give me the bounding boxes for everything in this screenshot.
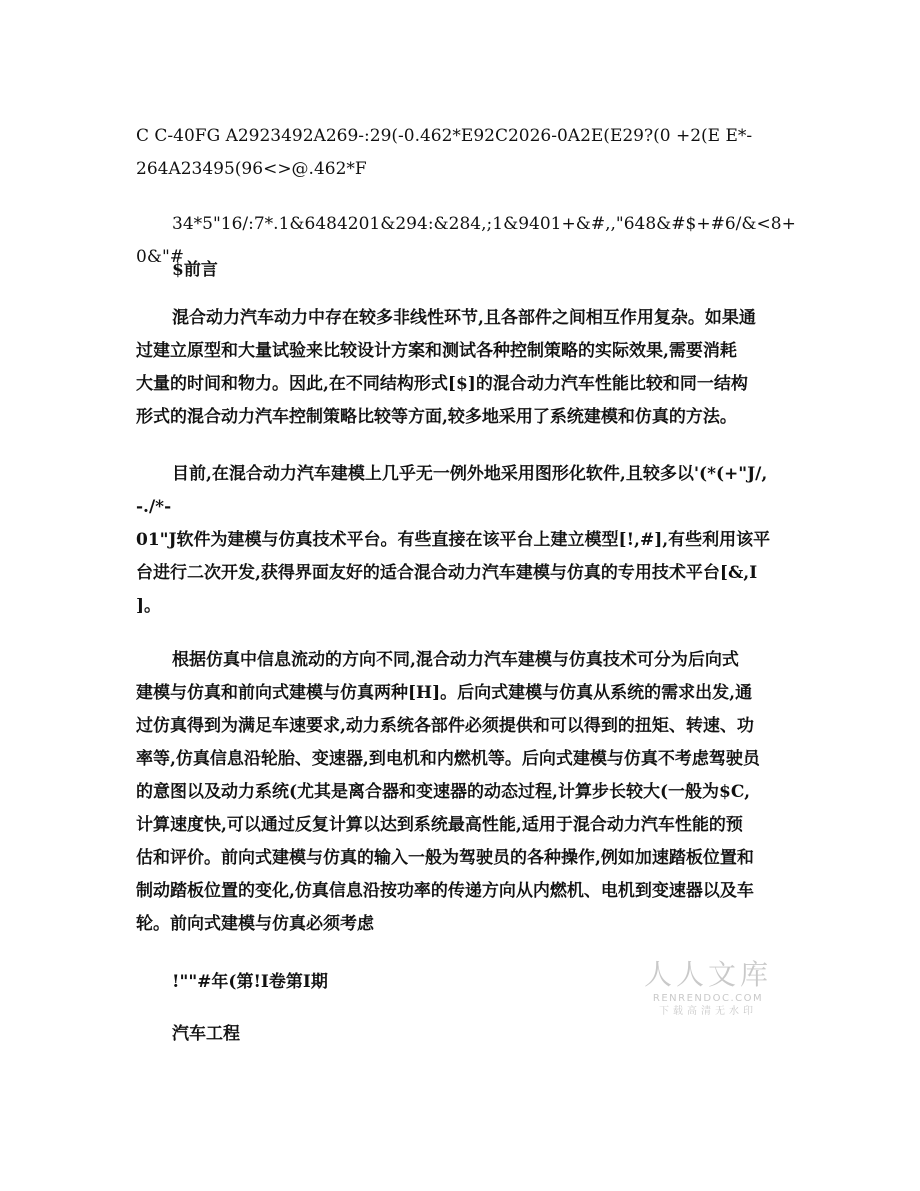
paragraph-line: 估和评价。前向式建模与仿真的输入一般为驾驶员的各种操作,例如加速踏板位置和	[136, 848, 754, 868]
paragraph-line: 计算速度快,可以通过反复计算以达到系统最高性能,适用于混合动力汽车性能的预	[136, 815, 743, 835]
paragraph-line: 轮。前向式建模与仿真必须考虑	[136, 914, 374, 934]
paragraph-simulation-methods	[136, 644, 796, 941]
section-title: $前言	[172, 260, 218, 280]
paragraph-line: 目前,在混合动力汽车建模上几乎无一例外地采用图形化软件,且较多以'(*(+"J/,	[172, 464, 768, 484]
footer-issue: !""#年(第!I卷第I期	[172, 972, 328, 992]
watermark-slogan: 下载高清无水印	[659, 1006, 757, 1017]
paragraph-line: 01"J软件为建模与仿真技术平台。有些直接在该平台上建立模型[!,#],有些利用该平	[136, 530, 771, 550]
paragraph-line: 过仿真得到为满足车速要求,动力系统各部件必须提供和可以得到的扭矩、转速、功	[136, 716, 754, 736]
paragraph-line: 根据仿真中信息流动的方向不同,混合动力汽车建模与仿真技术可分为后向式	[172, 650, 739, 670]
paragraph-line: 建模与仿真和前向式建模与仿真两种[H]。后向式建模与仿真从系统的需求出发,通	[136, 683, 753, 703]
garbled-header-line: 264A23495(96<>@.462*F	[136, 159, 367, 179]
garbled-header	[136, 120, 796, 186]
paragraph-line: 台进行二次开发,获得界面友好的适合混合动力汽车建模与仿真的专用技术平台[&,I	[136, 563, 758, 583]
watermark-logo	[640, 958, 776, 1019]
paragraph-line: 混合动力汽车动力中存在较多非线性环节,且各部件之间相互作用复杂。如果通	[172, 308, 756, 328]
paragraph-line: 过建立原型和大量试验来比较设计方案和测试各种控制策略的实际效果,需要消耗	[136, 341, 737, 361]
paragraph-intro	[136, 302, 796, 434]
paragraph-line: 率等,仿真信息沿轮胎、变速器,到电机和内燃机等。后向式建模与仿真不考虑驾驶员	[136, 749, 760, 769]
paragraph-line: 制动踏板位置的变化,仿真信息沿按功率的传递方向从内燃机、电机到变速器以及车	[136, 881, 754, 901]
watermark-domain: RENRENDOC.COM	[652, 993, 764, 1004]
garbled-header-line: C C-40FG A2923492A269-:29(-0.462*E92C2026-0A2E(E29?(0 +2(E E*-	[136, 126, 753, 146]
paragraph-line: 的意图以及动力系统(尤其是离合器和变速器的动态过程,计算步长较大(一般为$C,	[136, 782, 750, 802]
paragraph-current-status	[136, 458, 796, 623]
footer-journal: 汽车工程	[172, 1024, 240, 1044]
paragraph-line: -./*-	[136, 497, 172, 517]
paragraph-line: ]。	[136, 596, 162, 616]
paragraph-line: 形式的混合动力汽车控制策略比较等方面,较多地采用了系统建模和仿真的方法。	[136, 407, 737, 427]
garbled-subtitle-text: 34*5"16/:7*.1&6484201&294:&284,;1&9401+&#,,"648&#$+#6/&<8+0&"#	[136, 214, 796, 267]
watermark-title: 人人文库	[643, 958, 772, 991]
paragraph-line: 大量的时间和物力。因此,在不同结构形式[$]的混合动力汽车性能比较和同一结构	[136, 374, 748, 394]
